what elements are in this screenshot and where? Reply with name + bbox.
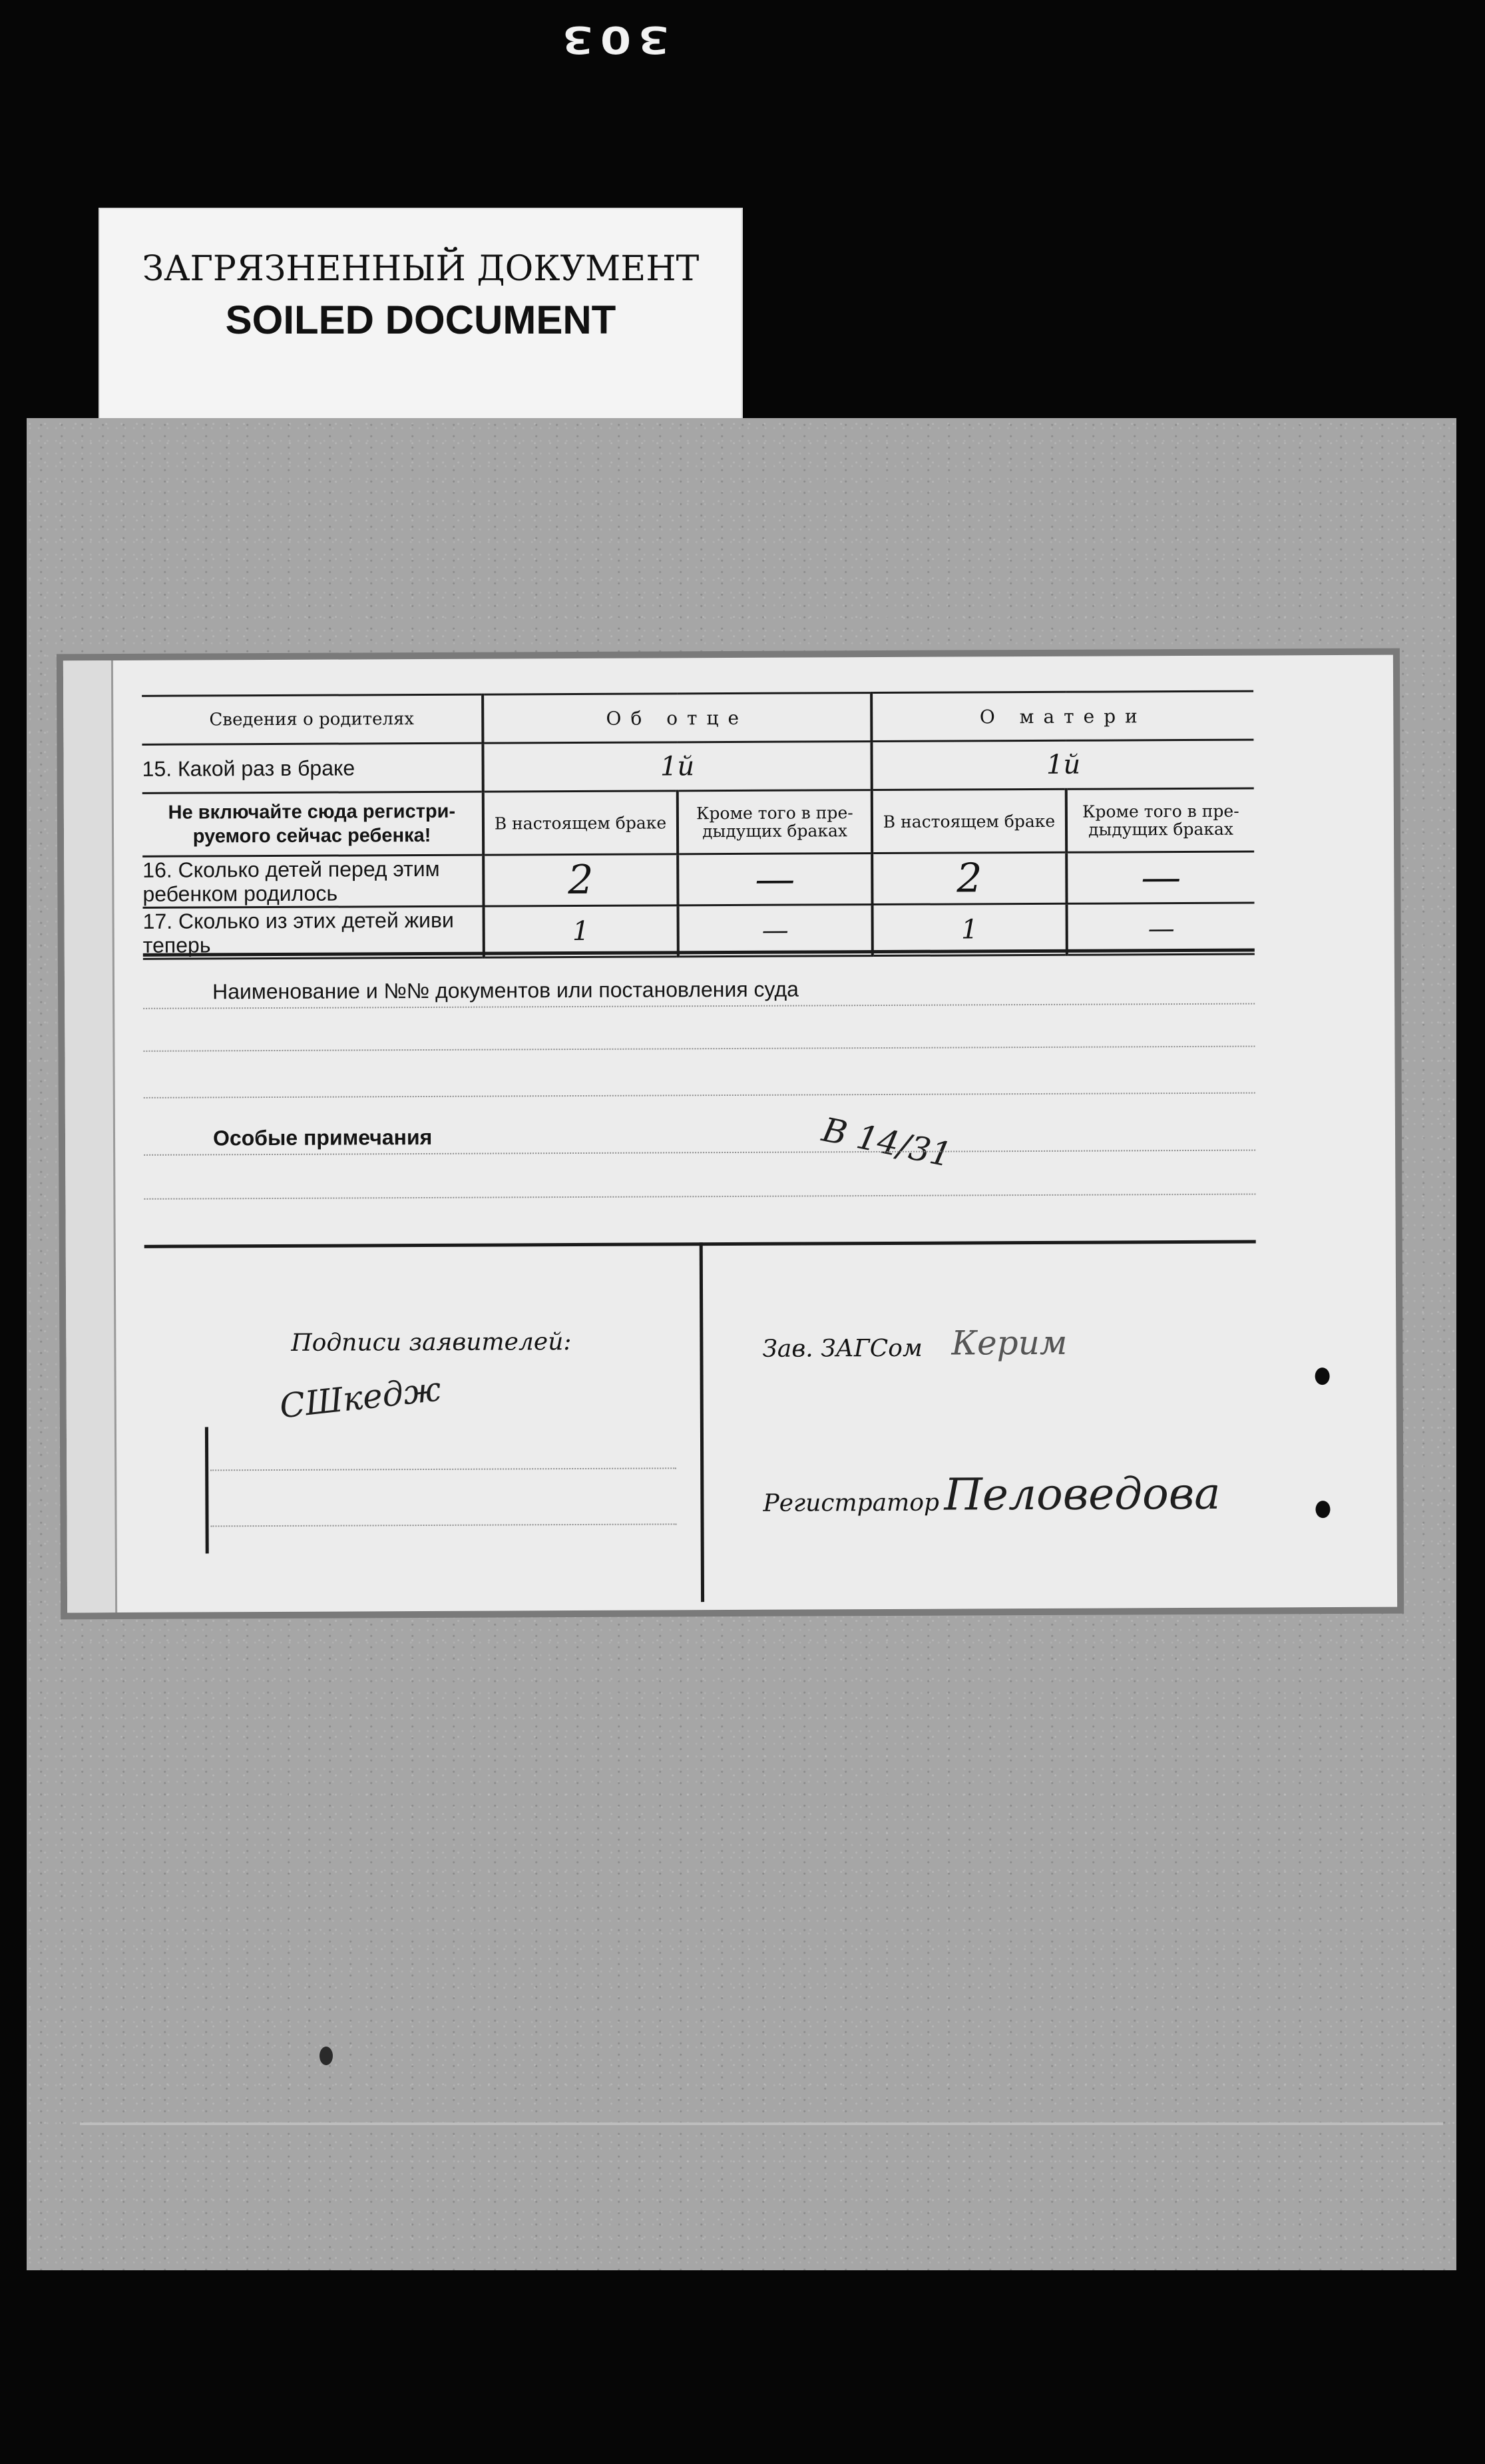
- dotted-line: [144, 1093, 1255, 1099]
- row-16-mother-current: 2: [872, 852, 1066, 904]
- applicant-signature: СШкедж: [278, 1369, 443, 1426]
- punch-hole: [1315, 1367, 1330, 1385]
- zags-head-label: Зав. ЗАГСом: [762, 1334, 923, 1363]
- parents-info-table: [142, 690, 1255, 960]
- dotted-line: [144, 1150, 1255, 1156]
- dotted-line: [211, 1523, 677, 1527]
- row-17-mother-current: 1: [872, 903, 1066, 955]
- court-documents-label: Наименование и №№ документов или постановления суда: [212, 977, 799, 1004]
- row-15-mother: 1й: [871, 740, 1253, 790]
- exclude-child-note: Не включайте сюда регистри-руемого сейчас ребенка!: [142, 792, 483, 856]
- row-16-label: 16. Сколько детей перед этим ребенком родилось: [142, 855, 483, 907]
- dotted-line: [143, 1003, 1255, 1009]
- microfilm-frame-number: ЗОЗ: [555, 17, 670, 61]
- row-16-father-previous: —: [678, 854, 872, 905]
- registrar-label: Регистратор: [763, 1489, 940, 1517]
- father-previous-marriages-header: Кроме того в пре-дыдущих браках: [678, 790, 872, 854]
- signatures-divider: [700, 1242, 704, 1602]
- row-17-label: 17. Сколько из этих детей живи теперь: [143, 906, 484, 959]
- remarks-handwritten-note: В 14/31: [819, 1110, 955, 1175]
- applicants-signatures-label: Подписи заявителей:: [291, 1328, 572, 1357]
- dotted-line: [144, 1194, 1255, 1200]
- card-fold-edge: [63, 660, 117, 1612]
- mother-previous-marriages-header: Кроме того в пре-дыдущих браках: [1066, 788, 1254, 852]
- row-15-father: 1й: [483, 742, 871, 792]
- punch-hole: [1315, 1501, 1330, 1518]
- table-row: [142, 740, 1253, 793]
- table-row: [142, 788, 1254, 856]
- row-16-mother-previous: —: [1066, 852, 1254, 903]
- registrar-signature: Пеловедова: [944, 1467, 1221, 1521]
- header-parents-info: Сведения о родителях: [142, 694, 483, 744]
- header-father: Об отце: [483, 693, 871, 744]
- zags-head-signature: Керим: [951, 1323, 1068, 1363]
- dotted-line: [143, 1046, 1255, 1052]
- header-mother: О матери: [871, 691, 1253, 742]
- father-current-marriage-header: В настоящем браке: [483, 791, 678, 855]
- registration-card: [63, 655, 1397, 1613]
- row-16-father-current: 2: [483, 854, 678, 906]
- signature-bracket: [205, 1427, 209, 1553]
- row-17-father-previous: —: [678, 905, 873, 957]
- notice-russian: ЗАГРЯЗНЕННЫЙ ДОКУМЕНТ: [142, 249, 700, 289]
- notice-english: SOILED DOCUMENT: [225, 298, 616, 342]
- special-remarks-label: Особые примечания: [212, 1124, 433, 1150]
- row-15-label: 15. Какой раз в браке: [142, 743, 483, 793]
- stain-spot: [319, 2047, 333, 2065]
- mother-current-marriage-header: В настоящем браке: [872, 789, 1066, 853]
- soiled-document-notice: [99, 208, 743, 421]
- backing-crease: [80, 2122, 1443, 2125]
- dotted-line: [210, 1467, 676, 1471]
- row-17-mother-previous: —: [1066, 903, 1254, 955]
- table-row: [142, 852, 1254, 907]
- table-header-row: [142, 691, 1253, 744]
- row-17-father-current: 1: [484, 905, 678, 957]
